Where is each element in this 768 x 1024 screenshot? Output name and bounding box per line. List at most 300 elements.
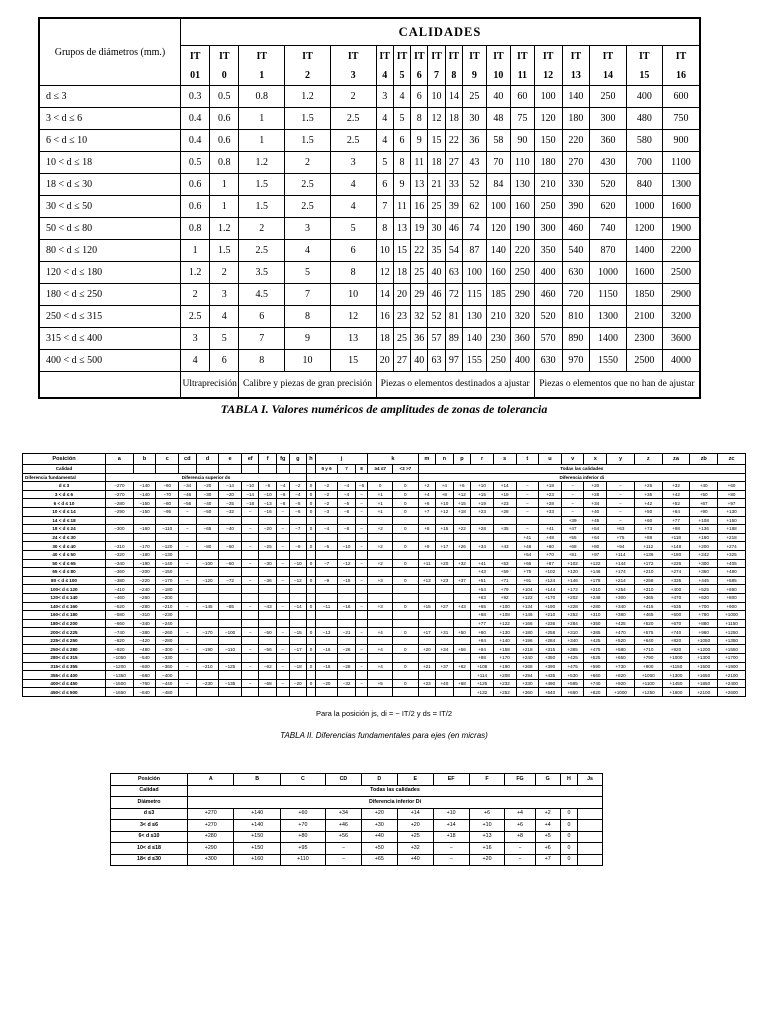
deviation-value-cell <box>307 516 316 525</box>
deviation-value-cell <box>289 619 307 628</box>
table-cell <box>289 465 307 474</box>
deviation-value-cell: 0 <box>393 679 418 688</box>
tolerance-value-cell: 7 <box>285 284 331 306</box>
deviation-value-cell <box>277 550 290 559</box>
deviation-value-cell: +385 <box>584 628 607 637</box>
deviation-value-cell: +66 <box>516 559 539 568</box>
deviation-value-cell <box>259 533 277 542</box>
deviation-value-cell: +59 <box>493 568 516 577</box>
table-row <box>111 843 603 855</box>
deviation-value-cell <box>393 593 418 602</box>
table-row <box>39 196 700 218</box>
tolerance-value-cell: 400 <box>626 86 662 108</box>
position-letter-header: FG <box>505 774 535 786</box>
deviation-value-cell <box>196 671 219 680</box>
deviation-value-cell: +670 <box>662 619 690 628</box>
tolerance-value-cell: 1 <box>210 174 239 196</box>
diameter-range-cell: 450< d ≤ 500 <box>23 688 106 697</box>
tolerance-value-cell: 350 <box>534 240 562 262</box>
deviation-value-cell <box>368 636 393 645</box>
deviation-value-cell: −15 <box>289 628 307 637</box>
deviation-value-cell: +540 <box>539 688 562 697</box>
tolerance-value-cell: 155 <box>462 350 486 372</box>
tolerance-value-cell: 400 <box>534 262 562 284</box>
deviation-value-cell <box>289 593 307 602</box>
deviation-value-cell: +23 <box>539 490 562 499</box>
tolerance-value-cell: 160 <box>510 196 534 218</box>
deviation-value-cell <box>289 568 307 577</box>
deviation-value-cell: −290 <box>106 507 134 516</box>
table-row <box>23 585 746 594</box>
deviation-value-cell <box>418 593 436 602</box>
diameter-range-cell: 18 < d ≤ 24 <box>23 525 106 534</box>
deviation-value-cell <box>219 516 242 525</box>
tolerance-value-cell: 100 <box>462 262 486 284</box>
deviation-value-cell: +242 <box>690 550 718 559</box>
deviation-value-cell: +4 <box>418 490 436 499</box>
deviation-value-cell: −340 <box>106 559 134 568</box>
deviation-value-cell: −20 <box>219 490 242 499</box>
deviation-value-cell <box>156 516 179 525</box>
deviation-value-cell: −18 <box>338 602 356 611</box>
deviation-value-cell <box>289 533 307 542</box>
tolerance-value-cell: 970 <box>562 350 590 372</box>
tolerance-value-cell: 630 <box>534 350 562 372</box>
diameter-range-cell: 6< d ≤10 <box>111 831 188 843</box>
deviation-value-cell: +425 <box>584 636 607 645</box>
deviation-value-cell: 0 <box>393 576 418 585</box>
deviation-value-cell <box>578 831 603 843</box>
tolerance-value-cell: 430 <box>590 152 626 174</box>
deviation-value-cell: +108 <box>493 611 516 620</box>
deviation-value-cell <box>277 619 290 628</box>
deviation-value-cell <box>289 671 307 680</box>
position-letter-header: za <box>662 454 690 465</box>
deviation-value-cell <box>241 671 259 680</box>
deviation-value-cell <box>259 688 277 697</box>
position-letter-header: h <box>307 454 316 465</box>
deviation-value-cell: +475 <box>561 662 584 671</box>
deviation-value-cell <box>315 688 337 697</box>
table-row <box>23 576 746 585</box>
table-row <box>23 636 746 645</box>
deviation-value-cell: 0 <box>393 559 418 568</box>
deviation-value-cell <box>453 611 471 620</box>
tolerance-value-cell: 870 <box>590 240 626 262</box>
deviation-value-cell: +37 <box>453 576 471 585</box>
deviation-value-cell <box>241 593 259 602</box>
tolerance-value-cell: 2.5 <box>330 130 376 152</box>
tolerance-value-cell: 8 <box>239 350 285 372</box>
tolerance-value-cell: 8 <box>285 306 331 328</box>
deviation-value-cell: +9 <box>418 542 436 551</box>
deviation-value-cell: +39 <box>561 516 584 525</box>
deviation-value-cell <box>196 516 219 525</box>
table-row <box>23 568 746 577</box>
deviation-value-cell: +1200 <box>690 645 718 654</box>
deviation-value-cell <box>368 619 393 628</box>
deviation-value-cell: +465 <box>634 611 662 620</box>
deviation-value-cell <box>436 688 454 697</box>
deviation-value-cell: +54 <box>471 585 494 594</box>
deviation-value-cell: +202 <box>561 593 584 602</box>
deviation-value-cell: +6 <box>453 482 471 491</box>
deviation-value-cell: +350 <box>584 619 607 628</box>
tolerance-value-cell: 10 <box>330 284 376 306</box>
tolerance-value-cell: 4 <box>285 240 331 262</box>
tolerance-value-cell: 390 <box>562 196 590 218</box>
deviation-value-cell: −120 <box>196 576 219 585</box>
deviation-value-cell: +660 <box>561 688 584 697</box>
deviation-value-cell: +252 <box>561 611 584 620</box>
deviation-value-cell <box>436 593 454 602</box>
j-quality-cell: 5 y 6 <box>315 465 337 474</box>
deviation-value-cell: +41 <box>471 559 494 568</box>
position-letter-header: E <box>397 774 433 786</box>
deviation-value-cell: +228 <box>561 602 584 611</box>
deviation-value-cell <box>418 568 436 577</box>
deviation-value-cell: 0 <box>560 843 577 855</box>
deviation-value-cell: +1300 <box>690 654 718 663</box>
deviation-value-cell: − <box>179 507 197 516</box>
deviation-value-cell: +218 <box>718 533 746 542</box>
deviation-value-cell: +34 <box>584 499 607 508</box>
deviation-value-cell <box>418 688 436 697</box>
deviation-value-cell: 0 <box>307 525 316 534</box>
deviation-value-cell: +43 <box>453 602 471 611</box>
deviation-value-cell: −30 <box>196 490 219 499</box>
deviation-value-cell: +780 <box>690 611 718 620</box>
deviation-value-cell: −210 <box>196 662 219 671</box>
deviation-value-cell: − <box>505 843 535 855</box>
tolerance-value-cell: 15 <box>330 350 376 372</box>
deviation-value-cell <box>196 550 219 559</box>
deviation-value-cell <box>368 585 393 594</box>
deviation-value-cell: +70 <box>539 550 562 559</box>
tolerance-value-cell: 1600 <box>663 196 701 218</box>
tolerance-value-cell: 1 <box>239 108 285 130</box>
tolerance-value-cell: 9 <box>411 130 428 152</box>
deviation-value-cell: −14 <box>219 482 242 491</box>
deviation-value-cell <box>393 619 418 628</box>
deviation-value-cell <box>179 671 197 680</box>
deviation-value-cell: − <box>516 525 539 534</box>
tolerance-value-cell: 720 <box>562 284 590 306</box>
deviation-value-cell: +790 <box>634 654 662 663</box>
tolerance-value-cell: 540 <box>562 240 590 262</box>
js-position-note: Para la posición js, di = − IT/2 y ds = IT/2 <box>315 709 453 718</box>
deviation-value-cell: +40 <box>361 831 397 843</box>
deviation-value-cell: 0 <box>393 662 418 671</box>
table-row <box>23 473 746 482</box>
deviation-value-cell: −100 <box>196 559 219 568</box>
position-header: Posición <box>111 774 188 786</box>
deviation-value-cell: +290 <box>188 843 234 855</box>
tolerance-value-cell: 87 <box>462 240 486 262</box>
deviation-value-cell <box>196 611 219 620</box>
deviation-value-cell <box>368 533 393 542</box>
deviation-value-cell: +1350 <box>718 636 746 645</box>
deviation-value-cell: −280 <box>133 602 156 611</box>
deviation-value-cell <box>393 671 418 680</box>
deviation-value-cell: +91 <box>516 576 539 585</box>
deviation-value-cell: −11 <box>315 602 337 611</box>
deviation-value-cell: +350 <box>539 654 562 663</box>
deviation-value-cell <box>259 585 277 594</box>
tolerance-value-cell: 6 <box>376 174 393 196</box>
diameter-range-cell: 14 < d ≤ 18 <box>23 516 106 525</box>
deviation-value-cell: −26 <box>338 645 356 654</box>
tolerance-value-cell: 2.5 <box>181 306 210 328</box>
deviation-value-cell: 0 <box>307 645 316 654</box>
tolerance-value-cell: 11 <box>411 152 428 174</box>
deviation-value-cell: −170 <box>133 542 156 551</box>
deviation-value-cell <box>368 654 393 663</box>
deviation-value-cell: 0 <box>307 628 316 637</box>
deviation-value-cell <box>436 636 454 645</box>
deviation-value-cell <box>578 854 603 866</box>
deviation-value-cell <box>179 688 197 697</box>
deviation-value-cell: +4 <box>368 662 393 671</box>
deviation-value-cell: +880 <box>690 619 718 628</box>
deviation-value-cell: −30 <box>259 559 277 568</box>
deviation-value-cell: − <box>516 482 539 491</box>
position-letter-header: e <box>219 454 242 465</box>
position-letter-header: cd <box>179 454 197 465</box>
deviation-value-cell: +1050 <box>690 636 718 645</box>
deviation-value-cell: +20 <box>361 808 397 820</box>
tolerance-value-cell: 460 <box>534 284 562 306</box>
deviation-value-cell: +80 <box>471 628 494 637</box>
tolerance-value-cell: 210 <box>486 306 510 328</box>
tolerance-value-cell: 0.6 <box>181 196 210 218</box>
tolerance-value-cell: 20 <box>393 284 410 306</box>
table-cell <box>259 465 277 474</box>
tolerance-value-cell: 2 <box>330 86 376 108</box>
tolerance-value-cell: 5 <box>210 328 239 350</box>
deviation-value-cell: −460 <box>106 593 134 602</box>
position-letter-header: f <box>259 454 277 465</box>
diameter-range-cell: 65 < d ≤ 80 <box>23 568 106 577</box>
deviation-value-cell <box>436 585 454 594</box>
tolerance-value-cell: 46 <box>428 284 445 306</box>
tolerance-value-cell: 14 <box>445 86 462 108</box>
j-quality-cell: 8 <box>355 465 367 474</box>
deviation-value-cell: 0 <box>393 602 418 611</box>
tolerance-value-cell: 8 <box>411 108 428 130</box>
deviation-value-cell: −140 <box>133 482 156 491</box>
tolerance-value-cell: 3 <box>330 152 376 174</box>
deviation-value-cell: − <box>241 576 259 585</box>
position-letter-header: B <box>234 774 280 786</box>
deviation-value-cell: +54 <box>516 550 539 559</box>
deviation-value-cell: +26 <box>453 542 471 551</box>
tolerance-value-cell: 40 <box>411 350 428 372</box>
table-row <box>39 328 700 350</box>
deviation-value-cell: 0 <box>307 559 316 568</box>
deviation-value-cell <box>289 550 307 559</box>
deviation-value-cell <box>516 516 539 525</box>
table-row <box>23 628 746 637</box>
deviation-value-cell: +240 <box>516 654 539 663</box>
tolerance-value-cell: 81 <box>445 306 462 328</box>
deviation-value-cell: +1150 <box>662 662 690 671</box>
deviation-value-cell: − <box>277 576 290 585</box>
deviation-value-cell: +63 <box>607 525 635 534</box>
deviation-value-cell: +280 <box>584 602 607 611</box>
deviation-value-cell: +15 <box>453 499 471 508</box>
deviation-value-cell: +140 <box>234 808 280 820</box>
position-letter-header: z <box>634 454 662 465</box>
deviation-value-cell: +1450 <box>662 679 690 688</box>
deviation-value-cell: +1000 <box>718 611 746 620</box>
deviation-value-cell: −320 <box>106 550 134 559</box>
deviation-value-cell: −13 <box>259 499 277 508</box>
table-row <box>39 350 700 372</box>
deviation-value-cell: −7 <box>289 525 307 534</box>
deviation-value-cell <box>436 550 454 559</box>
deviation-value-cell: +1500 <box>690 662 718 671</box>
it-grade-header: IT 5 <box>393 46 410 86</box>
deviation-value-cell: +1600 <box>662 688 690 697</box>
deviation-value-cell: +15 <box>418 602 436 611</box>
deviation-value-cell: 0 <box>560 808 577 820</box>
deviation-value-cell: −280 <box>156 636 179 645</box>
deviation-value-cell: +2100 <box>718 671 746 680</box>
deviation-value-cell <box>219 611 242 620</box>
deviation-value-cell: +15 <box>471 490 494 499</box>
deviation-value-cell: −43 <box>259 602 277 611</box>
deviation-value-cell: +97 <box>718 499 746 508</box>
deviation-value-cell: +6 <box>535 843 560 855</box>
deviation-value-cell: +80 <box>718 490 746 499</box>
deviation-value-cell: −25 <box>259 542 277 551</box>
deviation-value-cell <box>453 533 471 542</box>
deviation-value-cell <box>219 671 242 680</box>
table-row <box>23 533 746 542</box>
deviation-value-cell <box>307 688 316 697</box>
deviation-value-cell: +146 <box>584 568 607 577</box>
tolerance-value-cell: 1 <box>210 196 239 218</box>
deviation-value-cell: +32 <box>397 843 433 855</box>
tolerance-value-cell: 2100 <box>626 306 662 328</box>
table-row <box>23 679 746 688</box>
deviation-value-cell: 0 <box>307 602 316 611</box>
deviation-value-cell: − <box>277 645 290 654</box>
table-cell <box>241 465 259 474</box>
tolerance-value-cell: 48 <box>486 108 510 130</box>
deviation-value-cell: −100 <box>219 628 242 637</box>
deviation-value-cell: − <box>607 507 635 516</box>
deviation-value-cell <box>338 619 356 628</box>
tolerance-value-cell: 36 <box>462 130 486 152</box>
deviation-value-cell: − <box>241 507 259 516</box>
deviation-value-cell: +77 <box>662 516 690 525</box>
non-fitting-parts-label: Piezas o elementos que no han de ajustar <box>534 372 700 399</box>
deviation-value-cell <box>259 593 277 602</box>
deviation-value-cell: +7 <box>418 507 436 516</box>
deviation-value-cell <box>355 593 367 602</box>
deviation-value-cell <box>259 516 277 525</box>
tolerance-value-cell: 890 <box>562 328 590 350</box>
diameter-range-cell: 30 < d ≤ 50 <box>39 196 181 218</box>
tolerance-value-cell: 1 <box>181 240 210 262</box>
tolerance-value-cell: 840 <box>626 174 662 196</box>
deviation-value-cell <box>436 516 454 525</box>
deviation-value-cell: −10 <box>338 542 356 551</box>
deviation-value-cell: +53 <box>493 559 516 568</box>
deviation-value-cell: −56 <box>179 499 197 508</box>
deviation-value-cell: −135 <box>219 679 242 688</box>
j-quality-cell: 7 <box>338 465 356 474</box>
deviation-value-cell: +94 <box>607 542 635 551</box>
tolerance-value-cell: 1.2 <box>285 86 331 108</box>
diameter-range-cell: d ≤ 3 <box>23 482 106 491</box>
tolerance-value-cell: 2.5 <box>239 240 285 262</box>
deviation-value-cell: −1350 <box>106 671 134 680</box>
tolerance-value-cell: 620 <box>590 196 626 218</box>
deviation-value-cell: −62 <box>259 662 277 671</box>
position-letter-header: x <box>584 454 607 465</box>
position-letter-header: c <box>156 454 179 465</box>
deviation-value-cell <box>179 619 197 628</box>
position-letter-header: zc <box>718 454 746 465</box>
position-letter-header: g <box>289 454 307 465</box>
diameter-range-cell: 10 < d ≤ 14 <box>23 507 106 516</box>
deviation-value-cell: +13 <box>418 576 436 585</box>
deviation-value-cell <box>453 654 471 663</box>
deviation-value-cell: +226 <box>662 559 690 568</box>
deviation-value-cell <box>179 593 197 602</box>
deviation-value-cell: +690 <box>718 585 746 594</box>
deviation-value-cell: − <box>277 662 290 671</box>
tolerance-value-cell: 11 <box>393 196 410 218</box>
deviation-value-cell: − <box>277 679 290 688</box>
deviation-value-cell <box>368 688 393 697</box>
deviation-value-cell: +1 <box>368 490 393 499</box>
deviation-value-cell <box>355 636 367 645</box>
deviation-value-cell: +20 <box>584 482 607 491</box>
deviation-value-cell <box>179 550 197 559</box>
it-grade-header: IT 16 <box>663 46 701 86</box>
deviation-value-cell: +75 <box>516 568 539 577</box>
tolerance-value-cell: 32 <box>411 306 428 328</box>
deviation-value-cell: −20 <box>315 679 337 688</box>
deviation-value-cell: +196 <box>516 636 539 645</box>
deviation-value-cell: −200 <box>133 568 156 577</box>
deviation-value-cell: +470 <box>662 593 690 602</box>
deviation-value-cell: −270 <box>106 490 134 499</box>
deviation-value-cell <box>277 654 290 663</box>
tolerance-value-cell: 5 <box>285 262 331 284</box>
deviation-value-cell <box>418 533 436 542</box>
deviation-value-cell <box>307 550 316 559</box>
position-letter-header: D <box>361 774 397 786</box>
deviation-value-cell: −540 <box>133 654 156 663</box>
table-row <box>23 525 746 534</box>
deviation-value-cell <box>196 585 219 594</box>
deviation-value-cell: −920 <box>106 645 134 654</box>
deviation-value-cell: +35 <box>634 490 662 499</box>
deviation-value-cell: +136 <box>634 550 662 559</box>
tolerance-value-cell: 700 <box>626 152 662 174</box>
deviation-value-cell: +120 <box>561 568 584 577</box>
table-cell <box>133 465 156 474</box>
deviation-value-cell: − <box>325 854 361 866</box>
it-grade-header: IT 4 <box>376 46 393 86</box>
deviation-value-cell <box>338 516 356 525</box>
deviation-value-cell: +274 <box>662 568 690 577</box>
